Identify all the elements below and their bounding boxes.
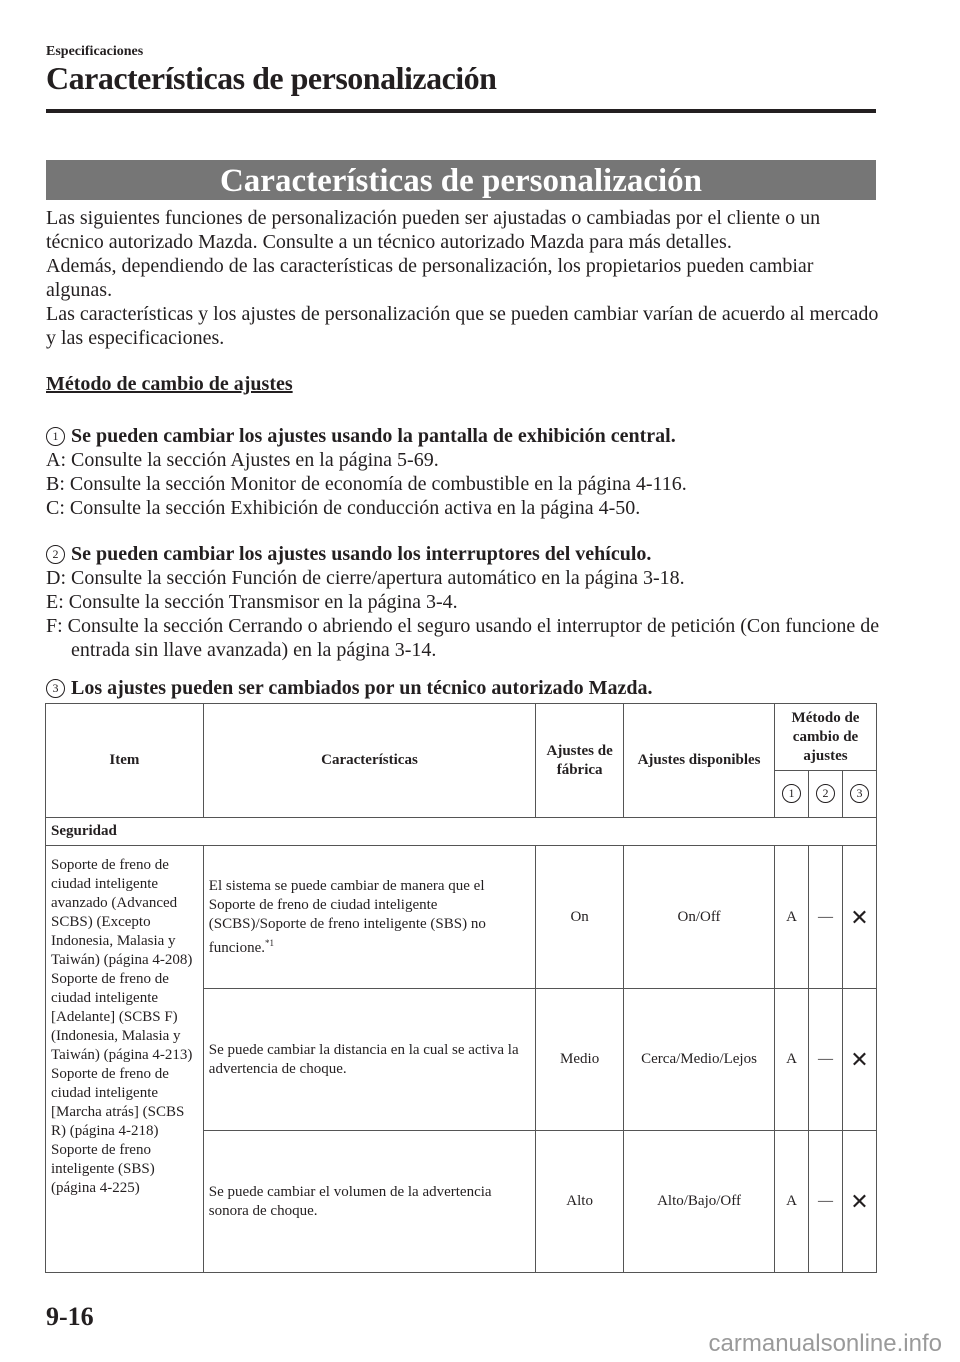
cross-icon: ✕ [842, 1131, 876, 1273]
header-factory: Ajustes de fábrica [536, 704, 624, 818]
circled-3-icon: 3 [46, 679, 65, 698]
method-line: F: Consulte la sección Cerrando o abriendo el seguro usando el interruptor de petición (Con funcione de entrada sin llave avanzada) en la página 3-14. [46, 615, 880, 661]
footnote-mark: *1 [265, 937, 275, 948]
circled-2-icon: 2 [46, 545, 65, 564]
feature-text: Se puede cambiar el volumen de la advertencia sonora de choque. [203, 1131, 535, 1273]
factory-cell: On [536, 846, 624, 989]
feature-text: Se puede cambiar la distancia en la cual se activa la advertencia de choque. [203, 989, 535, 1131]
section-label: Especificaciones [46, 44, 144, 59]
header-rule [46, 109, 876, 113]
method-line: D: Consulte la sección Función de cierre/apertura automático en la página 3-18. [46, 567, 685, 589]
table-row [46, 846, 877, 989]
method1-cell: A [775, 989, 809, 1131]
method1-cell: A [775, 1131, 809, 1273]
method-line: C: Consulte la sección Exhibición de conducción activa en la página 4-50. [46, 497, 641, 519]
method-line: E: Consulte la sección Transmisor en la página 3-4. [46, 591, 458, 613]
feature-text: El sistema se puede cambiar de manera que el Soporte de freno de ciudad inteligente (SCBS)/Soporte de freno inteligente (SBS) no funcione. [208, 877, 486, 956]
available-cell: Cerca/Medio/Lejos [624, 989, 775, 1131]
method1-cell: A [775, 846, 809, 989]
method-2 [46, 542, 881, 662]
method2-cell: — [808, 989, 842, 1131]
header-method: Método de cambio de ajustes [775, 704, 877, 771]
method-3 [46, 676, 881, 700]
watermark: carmanualsonline.info [708, 1330, 942, 1357]
chapter-title: Características de personalización [46, 60, 497, 96]
method-line: A: Consulte la sección Ajustes en la página 5-69. [46, 449, 439, 471]
method-1 [46, 424, 881, 520]
method-title: Se pueden cambiar los ajustes usando la pantalla de exhibición central. [71, 425, 676, 447]
intro-paragraph: Las siguientes funciones de personalización pueden ser ajustadas o cambiadas por el cliente o un técnico autorizado Mazda. Consulte a un técnico autorizado Mazda para más detalles. [46, 207, 821, 253]
cross-icon: ✕ [842, 846, 876, 989]
header-features: Características [203, 704, 535, 818]
method-line: B: Consulte la sección Monitor de economía de combustible en la página 4-116. [46, 473, 687, 495]
method-title: Los ajustes pueden ser cambiados por un técnico autorizado Mazda. [71, 677, 653, 699]
group-row: Seguridad [46, 818, 877, 846]
method2-cell: — [808, 846, 842, 989]
cross-icon: ✕ [842, 989, 876, 1131]
section-banner: Características de personalización [46, 160, 876, 200]
intro-paragraph: Además, dependiendo de las características de personalización, los propietarios pueden cambiar algunas. [46, 255, 814, 301]
factory-cell: Alto [536, 1131, 624, 1273]
available-cell: Alto/Bajo/Off [624, 1131, 775, 1273]
available-cell: On/Off [624, 846, 775, 989]
method-heading: Método de cambio de ajustes [46, 373, 293, 395]
method2-cell: — [808, 1131, 842, 1273]
circled-1-icon: 1 [46, 427, 65, 446]
circled-3-icon: 3 [850, 784, 869, 803]
factory-cell: Medio [536, 989, 624, 1131]
intro-text [46, 206, 881, 350]
circled-2-icon: 2 [816, 784, 835, 803]
page-number: 9-16 [46, 1302, 94, 1331]
item-cell: Soporte de freno de ciudad inteligente avanzado (Advanced SCBS) (Excepto Indonesia, Malasia y Taiwán) (página 4-208) Soporte de freno de ciudad inteligente [Adelante] (SCBS F) (Indonesia, Malasia y Taiwán) (página 4-213) Soporte de freno de ciudad inteligente [Marcha atrás] (SCBS R) (página 4-218) Soporte de freno inteligente (SBS) (página 4-225) [46, 846, 204, 1273]
intro-paragraph: Las características y los ajustes de personalización que se pueden cambiar varían de acuerdo al mercado y las especificaciones. [46, 303, 879, 349]
circled-1-icon: 1 [782, 784, 801, 803]
customization-table [45, 703, 877, 1273]
header-item: Item [46, 704, 204, 818]
header-available: Ajustes disponibles [624, 704, 775, 818]
method-title: Se pueden cambiar los ajustes usando los interruptores del vehículo. [71, 543, 652, 565]
